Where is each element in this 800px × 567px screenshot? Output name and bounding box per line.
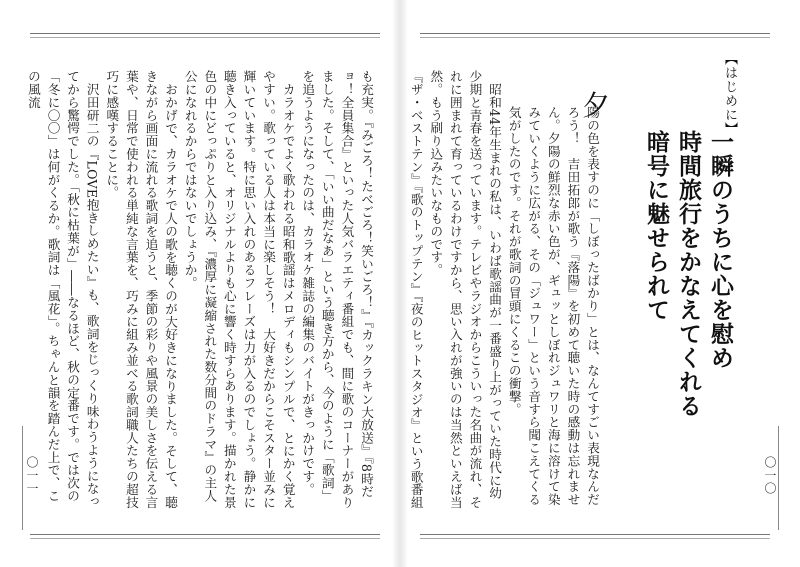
left-paragraph-3: おかげで、カラオケで人の歌を聴くのが大好きになりました。そして、聴きながら画面に流れる歌詞を追うと、季節の彩りや風景の美しさを伝える言葉や、日常で使われる単純な言葉を、巧みに組み並べる歌詞職人たちの超技巧に感嘆することに。 <box>104 70 179 509</box>
chapter-title-line-2: 時間旅行をかなえてくれる <box>675 130 701 418</box>
top-rule-left <box>30 33 380 34</box>
bottom-rule-right <box>420 534 770 535</box>
right-paragraph-2: 昭和44年生まれの私は、いわば歌謡曲が一番盛り上がっていた時代に幼少期と青春を送っています。テレビやラジオからこういった名曲が流れ、それに囲まれて育っているわけですから、思い入れが強いのは当然といえば当然。もう刷り込みたいなものです。 <box>428 70 503 509</box>
chapter-title <box>640 130 736 520</box>
chapter-title-line-1: 一瞬のうちに心を慰め <box>707 130 733 370</box>
top-rule-right-inner <box>420 37 770 38</box>
section-tag: 【はじめに】 <box>722 52 737 136</box>
left-paragraph-2: カラオケでよく歌われる昭和歌謡はメロディもシンプルで、とにかく覚えやすい。歌っている人は本当に楽しそう！ 大好きだからこそスター並みに輝いています。特に思い入れのあるフレーズは力が入るのでしょう。静かに聴き入っていると、オリジナルよりも心に響く時すらあります。描かれた景色の中にどっぷりと入り込み、『濃厚に凝縮された数分間のドラマ』の主人公になれるからではないでしょうか。 <box>182 70 296 509</box>
bottom-rule-left-inner <box>30 538 380 539</box>
right-paragraph-1: 陽の色を表すのに「しぼったばかり」とは、なんてすごい表現なんだろう！ 吉田拓郎が歌う『落陽』を初めて聴いた時の感動は忘れません。夕陽の鮮烈な赤い色が、ギュッとしぼれジュワリと海に溶けて染みていくように広がる、その「ジュワー」という音すら聞こえてくる気がしたのです。それが歌詞の冒頭にくるこの衝撃。 <box>506 106 600 506</box>
top-rule-left-inner <box>30 37 380 38</box>
top-rule-right <box>420 33 770 34</box>
left-paragraph-4: 沢田研二の『LOVE抱きしめたい』も、歌詞をじっくり味わうようになってから驚愕でした。「秋に枯葉が」――なるほど、秋の定番です。では次の「冬に〇〇」は何がくるか。歌詞は「風花」。ちゃんと韻を踏んだ上で、この風流 <box>25 70 100 508</box>
page-number-right: 〇一〇 <box>763 456 777 495</box>
bottom-rule-right-inner <box>420 538 770 539</box>
right-paragraph-3: 『ザ・ベストテン』『歌のトップテン』『夜のヒットスタジオ』という歌番組 <box>408 70 424 509</box>
left-paragraph-1: も充実。『みごろ！たべごろ！笑いごろ！』『カックラキン大放送』『8時だョ！全員集合』といった人気バラエティ番組でも、間に歌のコーナーがありました。そして、「いい曲だなあ」という聴き方から、今のように「歌詞」を追うようになったのは、カラオケ雑誌の編集のバイトがきっかけです。 <box>300 70 374 509</box>
chapter-title-line-3: 暗号に魅せられて <box>643 130 669 322</box>
drop-cap: 夕 <box>582 89 611 122</box>
bottom-rule-left <box>30 534 380 535</box>
page-number-left: 〇一一 <box>25 456 39 495</box>
right-page-body <box>408 70 602 510</box>
